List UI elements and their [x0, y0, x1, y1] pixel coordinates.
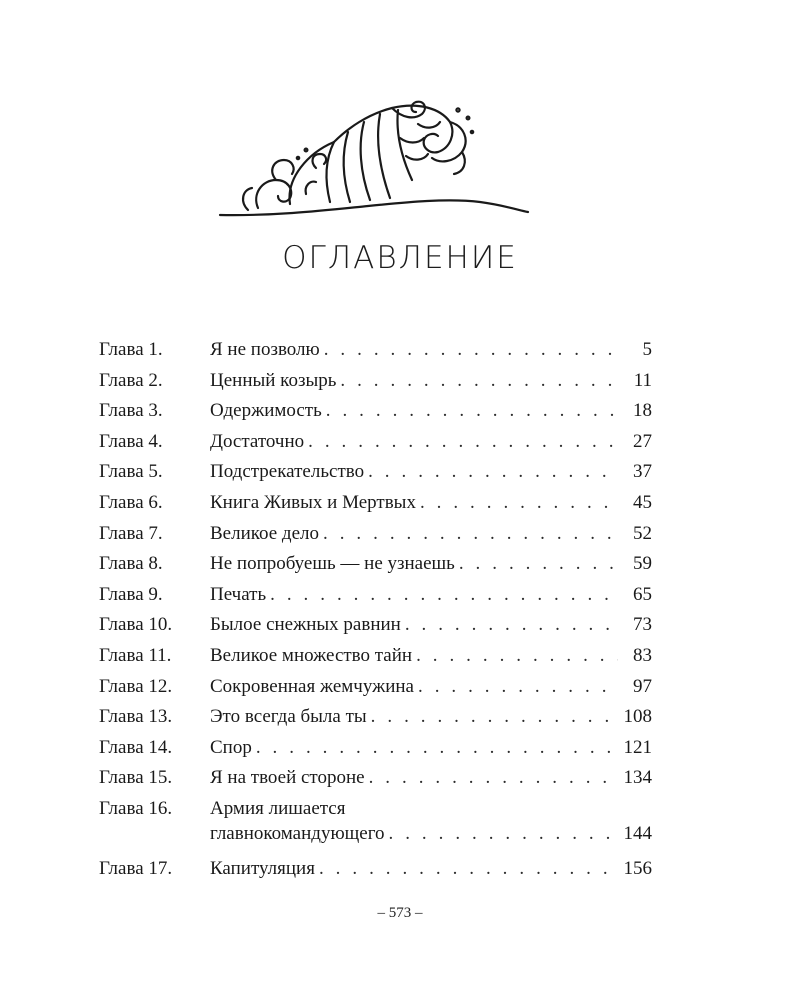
- chapter-number: Глава 11.: [99, 644, 172, 666]
- chapter-page-number: 97: [633, 675, 652, 697]
- toc-entry[interactable]: [99, 490, 652, 521]
- chapter-page-number: 144: [623, 822, 652, 844]
- chapter-number: Глава 2.: [99, 369, 163, 391]
- toc-entry[interactable]: [99, 612, 652, 643]
- dot-leader: [420, 490, 618, 516]
- chapter-title: Я не позволю: [210, 339, 320, 360]
- toc-entry[interactable]: [99, 429, 652, 460]
- dot-leader: [340, 368, 618, 394]
- dot-leader: [326, 398, 618, 424]
- chapter-page-number: 5: [642, 339, 652, 360]
- chapter-number: Глава 4.: [99, 430, 163, 452]
- toc-entry[interactable]: [99, 398, 652, 429]
- dot-leader: [270, 582, 618, 608]
- toc-entry[interactable]: [99, 551, 652, 582]
- dot-leader: [371, 704, 618, 730]
- chapter-number: Глава 12.: [99, 675, 173, 697]
- chapter-title: Армия лишается: [210, 797, 346, 819]
- chapter-number: Глава 16.: [99, 797, 173, 819]
- chapter-title: Капитуляция: [210, 857, 315, 879]
- chapter-title: Одержимость: [210, 400, 322, 422]
- dot-leader: [459, 551, 618, 577]
- toc-entry[interactable]: [99, 459, 652, 490]
- chapter-number: Глава 17.: [99, 857, 173, 879]
- dot-leader: [308, 429, 618, 455]
- dot-leader: [256, 735, 618, 761]
- chapter-page-number: 18: [633, 400, 652, 422]
- chapter-title: Великое дело: [210, 522, 320, 544]
- chapter-page-number: 156: [623, 857, 652, 879]
- dot-leader: [418, 674, 618, 700]
- chapter-number: Глава 1.: [99, 339, 163, 360]
- chapter-title: Былое снежных равнин: [210, 614, 401, 636]
- toc-entry[interactable]: [99, 643, 652, 674]
- chapter-title: Ценный козырь: [210, 369, 337, 391]
- chapter-page-number: 121: [623, 736, 652, 758]
- dot-leader: [369, 765, 618, 791]
- chapter-page-number: 11: [633, 369, 652, 391]
- chapter-number: Глава 10.: [99, 614, 173, 636]
- dot-leader: [416, 643, 618, 669]
- chapter-number: Глава 14.: [99, 736, 173, 758]
- toc-entry[interactable]: [99, 735, 652, 766]
- table-of-contents: [99, 337, 652, 887]
- chapter-number: Глава 6.: [99, 491, 163, 513]
- chapter-page-number: 27: [633, 430, 652, 452]
- wave-icon: [218, 98, 530, 222]
- toc-entry[interactable]: [99, 796, 652, 856]
- chapter-page-number: 65: [633, 583, 652, 605]
- chapter-title: главнокомандующего: [210, 822, 385, 844]
- toc-entry[interactable]: [99, 704, 652, 735]
- chapter-page-number: 52: [633, 522, 652, 544]
- toc-entry[interactable]: [99, 765, 652, 796]
- dot-leader: [319, 856, 618, 882]
- chapter-page-number: 108: [623, 706, 652, 728]
- chapter-title: Великое множество тайн: [210, 644, 413, 666]
- chapter-page-number: 59: [633, 553, 652, 575]
- chapter-title: Сокровенная жемчужина: [210, 675, 414, 697]
- chapter-title: Печать: [210, 583, 267, 605]
- dot-leader: [405, 612, 618, 638]
- toc-entry[interactable]: [99, 368, 652, 399]
- dot-leader: [368, 459, 618, 485]
- chapter-title: Спор: [210, 736, 252, 758]
- page-number: – 573 –: [377, 905, 423, 921]
- chapter-number: Глава 15.: [99, 767, 173, 789]
- chapter-number: Глава 13.: [99, 706, 173, 728]
- chapter-page-number: 45: [633, 491, 652, 513]
- toc-entry[interactable]: [99, 674, 652, 705]
- chapter-page-number: 134: [623, 767, 652, 789]
- chapter-title: Я на твоей стороне: [210, 767, 365, 789]
- chapter-number: Глава 7.: [99, 522, 163, 544]
- toc-entry[interactable]: [99, 337, 652, 368]
- dot-leader: [389, 821, 618, 847]
- chapter-title: Это всегда была ты: [210, 706, 367, 728]
- chapter-title: Книга Живых и Мертвых: [210, 491, 416, 513]
- chapter-title: Достаточно: [210, 430, 305, 452]
- dot-leader: [324, 337, 618, 363]
- chapter-number: Глава 3.: [99, 400, 163, 422]
- chapter-title: Подстрекательство: [210, 461, 365, 483]
- chapter-number: Глава 5.: [99, 461, 163, 483]
- chapter-number: Глава 9.: [99, 583, 163, 605]
- toc-entry[interactable]: [99, 856, 652, 887]
- chapter-title: Не попробуешь — не узнаешь: [210, 553, 455, 575]
- toc-entry[interactable]: [99, 582, 652, 613]
- chapter-page-number: 37: [633, 461, 652, 483]
- page-title: ОГЛАВЛЕНИЕ: [282, 240, 518, 276]
- toc-entry[interactable]: [99, 521, 652, 552]
- chapter-page-number: 73: [633, 614, 652, 636]
- chapter-page-number: 83: [633, 644, 652, 666]
- chapter-number: Глава 8.: [99, 553, 163, 575]
- dot-leader: [323, 521, 618, 547]
